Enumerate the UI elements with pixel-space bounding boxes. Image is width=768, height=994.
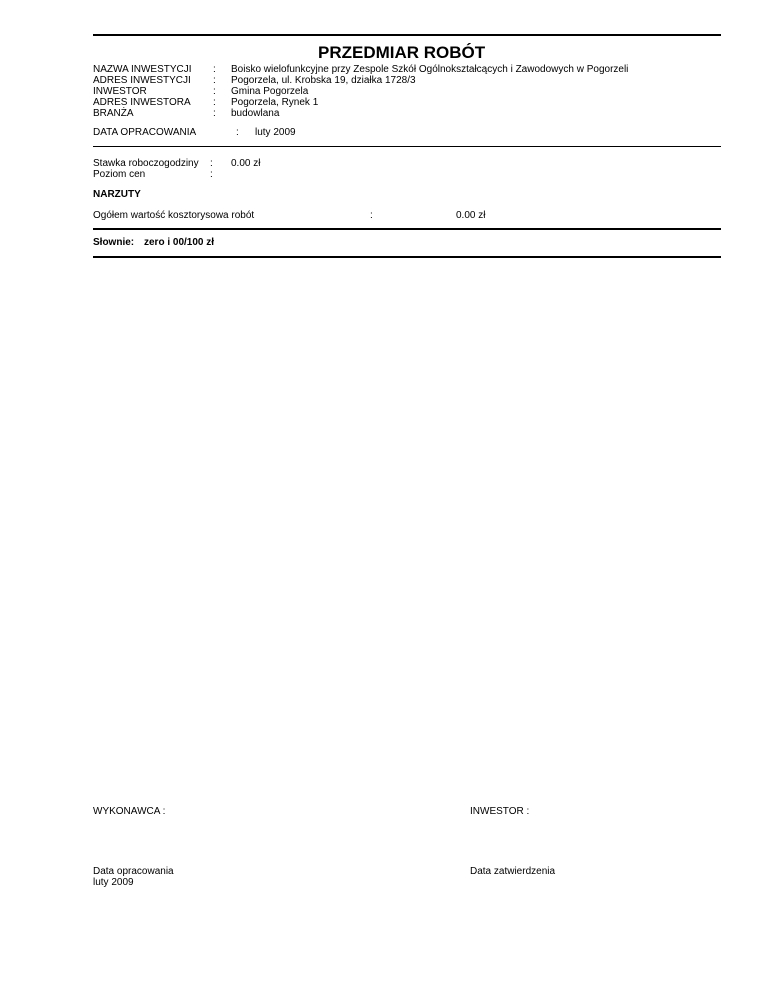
info-sep-investor-address: : <box>213 97 216 108</box>
info-sep-address: : <box>213 75 216 86</box>
section-divider-3 <box>93 256 721 258</box>
price-level-label: Poziom cen <box>93 169 146 180</box>
price-level-sep: : <box>210 169 213 180</box>
total-cost-label: Ogółem wartość kosztorysowa robót <box>93 210 255 221</box>
prep-date-value: luty 2009 <box>93 877 134 888</box>
section-divider-1 <box>93 146 721 147</box>
in-words-label: Słownie: <box>93 237 135 248</box>
section-divider-2 <box>93 228 721 230</box>
approval-date-label: Data zatwierdzenia <box>470 866 556 877</box>
top-rule <box>93 34 721 36</box>
date-sep: : <box>236 127 239 138</box>
info-value-investor-address: Pogorzela, Rynek 1 <box>231 97 319 108</box>
info-label-investor-address: ADRES INWESTORA <box>93 97 191 108</box>
prep-date-label: Data opracowania <box>93 866 174 877</box>
hourly-rate-label: Stawka roboczogodziny <box>93 158 199 169</box>
info-value-branch: budowlana <box>231 108 280 119</box>
narzuty-heading: NARZUTY <box>93 189 141 200</box>
info-label-address: ADRES INWESTYCJI <box>93 75 191 86</box>
page-title: PRZEDMIAR ROBÓT <box>318 43 486 62</box>
info-value-name: Boisko wielofunkcyjne przy Zespole Szkół Ogólnokształcących i Zawodowych w Pogorzeli <box>231 64 629 75</box>
info-sep-name: : <box>213 64 216 75</box>
date-value: luty 2009 <box>255 127 296 138</box>
hourly-rate-sep: : <box>210 158 213 169</box>
info-label-investor: INWESTOR <box>93 86 147 97</box>
investor-signature-label: INWESTOR : <box>470 806 530 817</box>
hourly-rate-value: 0.00 zł <box>231 158 261 169</box>
info-label-name: NAZWA INWESTYCJI <box>93 64 192 75</box>
in-words-value: zero i 00/100 zł <box>144 237 215 248</box>
contractor-label: WYKONAWCA : <box>93 806 166 817</box>
total-cost-sep: : <box>370 210 373 221</box>
info-value-investor: Gmina Pogorzela <box>231 86 309 97</box>
info-sep-investor: : <box>213 86 216 97</box>
total-cost-value: 0.00 zł <box>456 210 486 221</box>
info-label-branch: BRANŻA <box>93 108 134 119</box>
info-sep-branch: : <box>213 108 216 119</box>
info-value-address: Pogorzela, ul. Krobska 19, działka 1728/3 <box>231 75 416 86</box>
date-label: DATA OPRACOWANIA <box>93 127 197 138</box>
